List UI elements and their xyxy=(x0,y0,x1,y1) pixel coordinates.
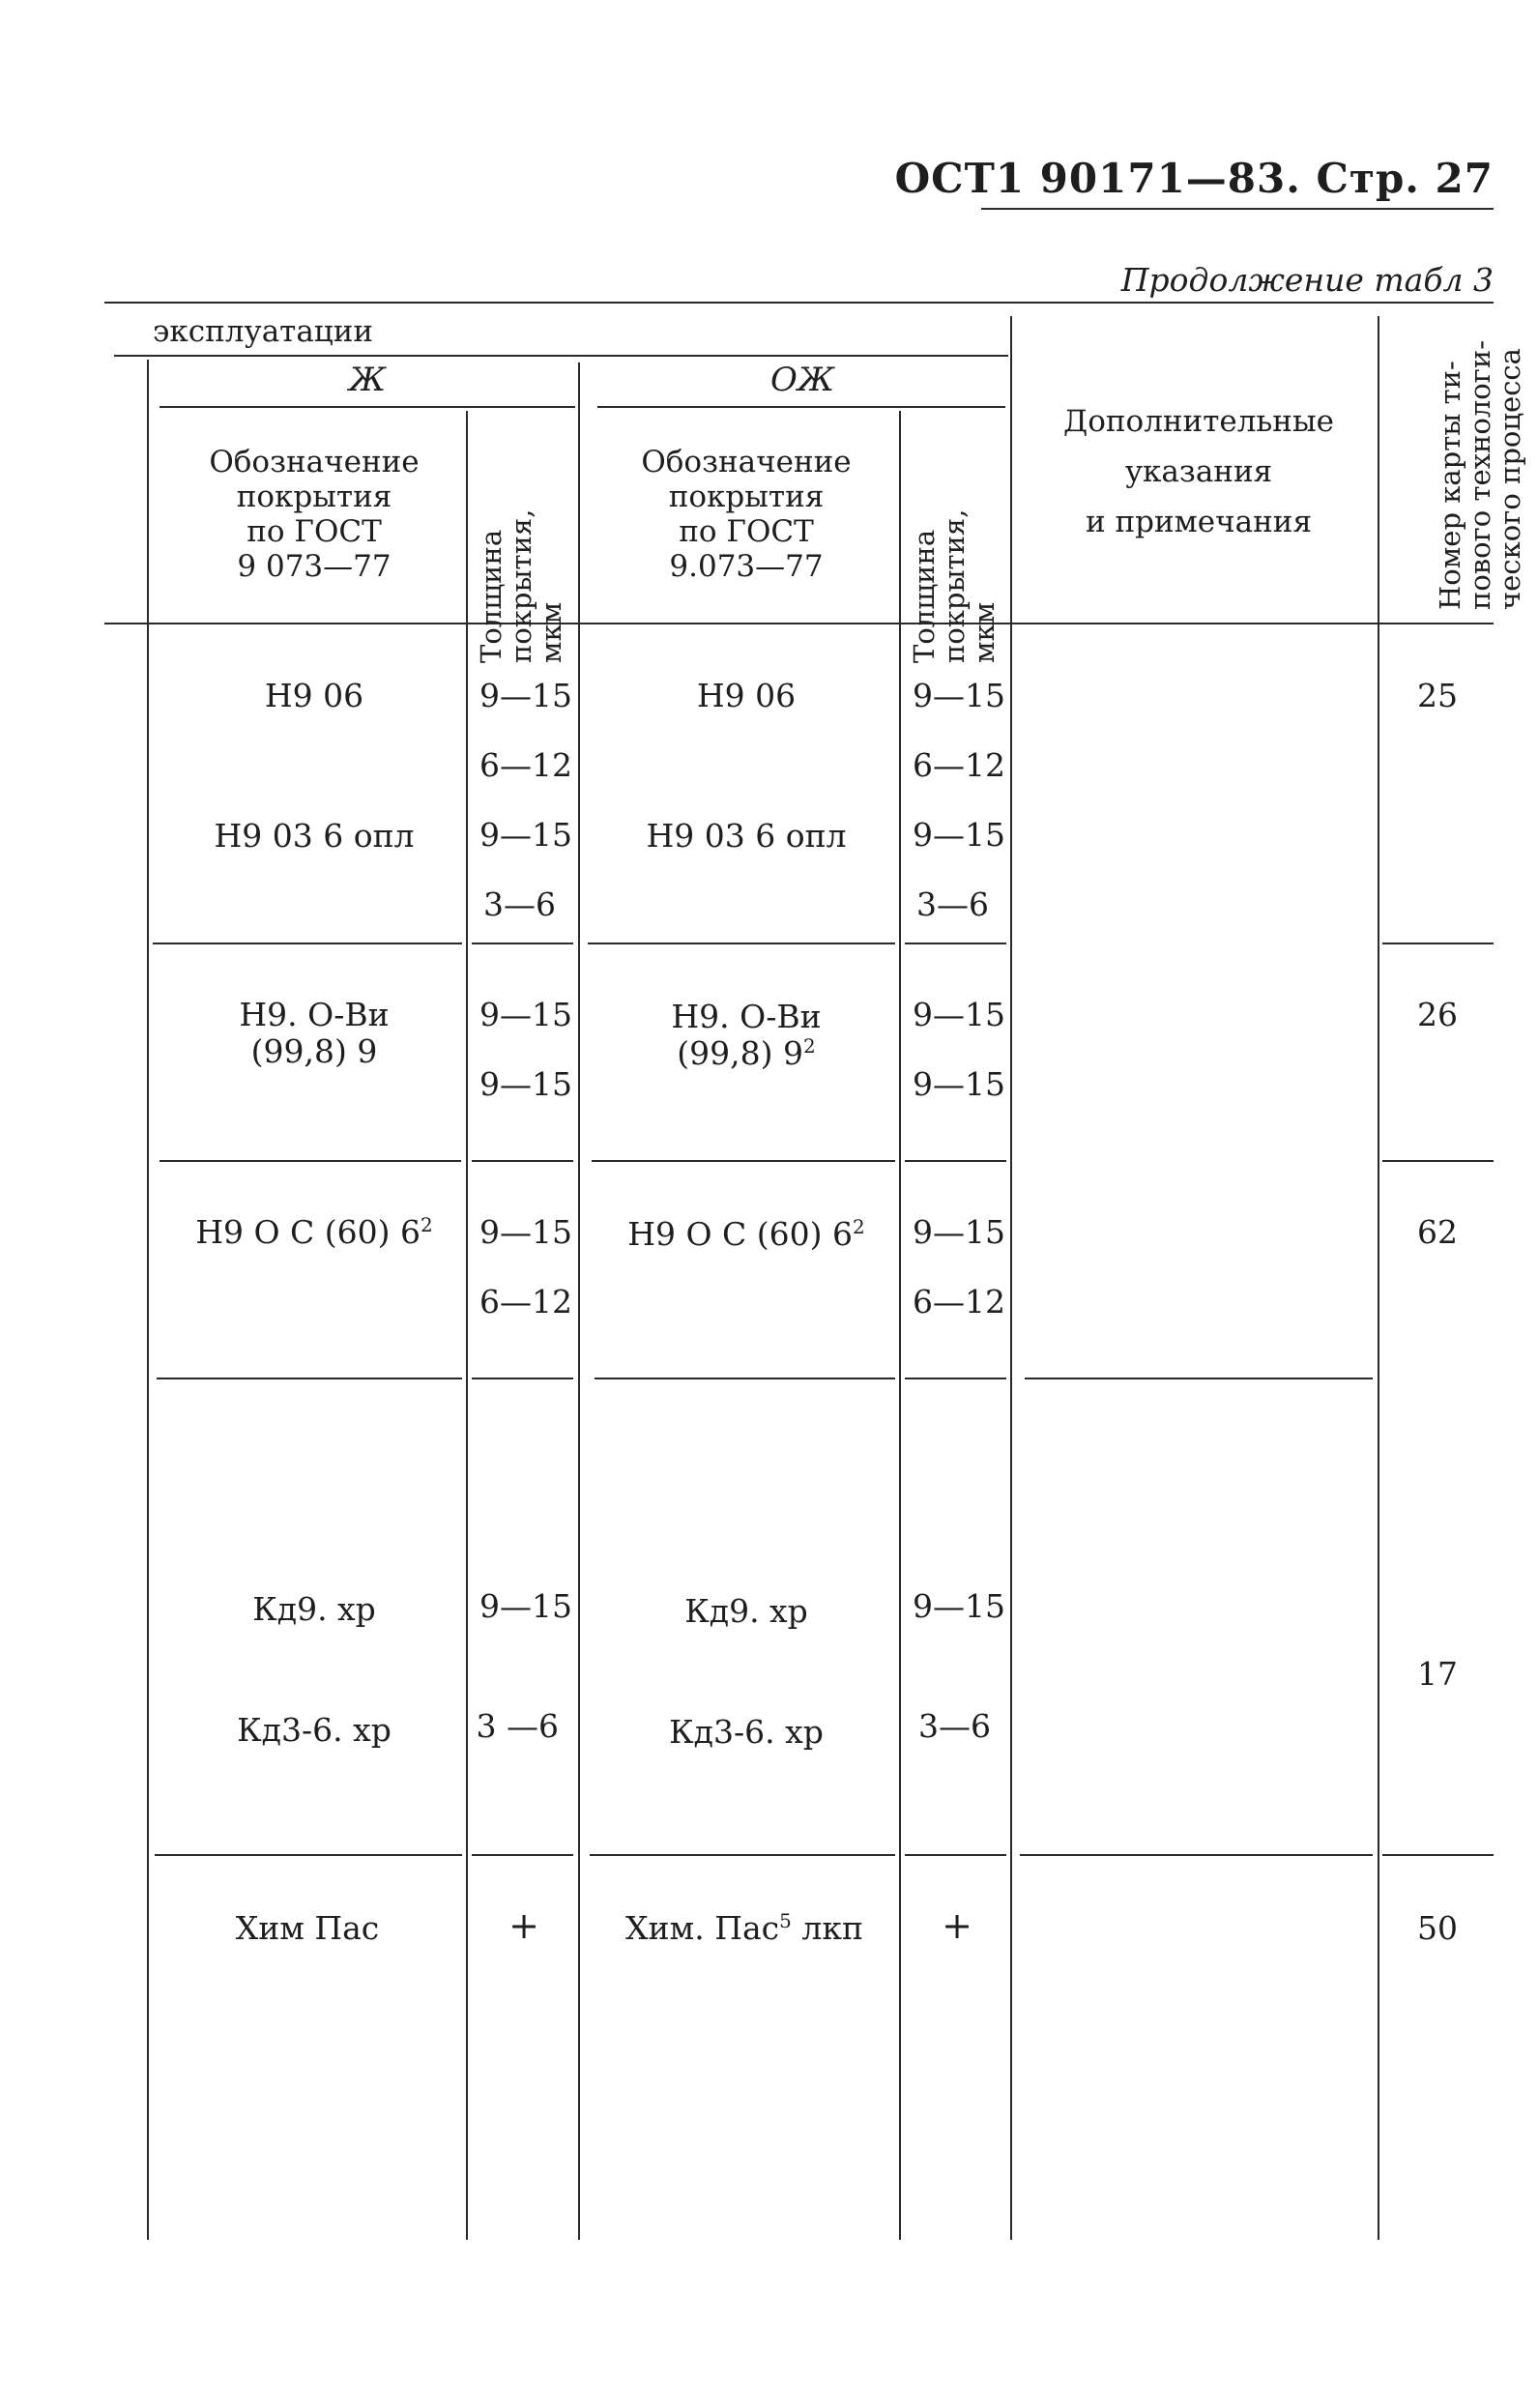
coating-designation: (99,8) 9 xyxy=(250,1032,378,1070)
coating-designation: Кд9. хр xyxy=(252,1590,376,1628)
coating-thickness: 9—15 xyxy=(479,677,572,714)
coating-designation: (99,8) $9^2$ xyxy=(677,1034,816,1072)
coating-thickness: 9—15 xyxy=(913,1065,1005,1103)
table-continuation-label: Продолжение табл 3 xyxy=(1120,261,1494,299)
coating-thickness: 9—15 xyxy=(479,1587,572,1625)
header-bottom-border xyxy=(104,623,1494,624)
ozh-underline xyxy=(597,406,1005,408)
coating-thickness: 9—15 xyxy=(479,816,572,854)
coating-thickness: + xyxy=(508,1904,539,1947)
coating-thickness: 9—15 xyxy=(479,1213,572,1251)
designation-ozh-header: Обозначение покрытия по ГОСТ 9.073—77 xyxy=(641,445,852,584)
notes-header: Дополнительные указания и примечания xyxy=(1063,404,1334,539)
coating-thickness: 3 —6 xyxy=(476,1707,559,1745)
coating-designation: Н9 06 xyxy=(264,677,364,714)
coating-thickness: 3—6 xyxy=(483,885,556,923)
coating-designation: Н9 06 xyxy=(696,677,797,714)
coating-thickness: 9—15 xyxy=(913,816,1005,854)
column-ozh-title: ОЖ xyxy=(769,361,835,399)
coating-designation: Н9 О С (60) $6^2$ xyxy=(627,1215,865,1253)
coating-thickness: + xyxy=(942,1904,972,1947)
coating-thickness: 9—15 xyxy=(913,1587,1005,1625)
col-line-zh-end xyxy=(578,363,580,2240)
coating-designation: Хим. Пас$^5$ лкп xyxy=(625,1909,863,1947)
coating-designation: Н9 03 6 опл xyxy=(214,817,415,855)
coating-thickness: 9—15 xyxy=(913,677,1005,714)
table-top-border xyxy=(104,302,1494,304)
col-line-zh-thickness xyxy=(466,411,468,2240)
thickness-zh-header: Толщина покрытия, мкм xyxy=(475,508,567,663)
card-number: 26 xyxy=(1417,996,1458,1033)
col-line-ozh-thickness xyxy=(899,411,901,2240)
coating-thickness: 3—6 xyxy=(916,885,989,923)
column-zh-title: Ж xyxy=(348,361,387,399)
coating-designation: Н9 03 6 опл xyxy=(646,817,847,855)
coating-designation: Н9. О-Ви xyxy=(671,998,822,1035)
col-line-left xyxy=(147,360,149,2240)
group-title: эксплуатации xyxy=(153,314,374,349)
zh-underline xyxy=(160,406,575,408)
card-number: 62 xyxy=(1417,1213,1458,1251)
coating-designation: Н9 О С (60) $6^2$ xyxy=(195,1213,433,1251)
coating-thickness: 9—15 xyxy=(479,1065,572,1103)
card-number: 17 xyxy=(1417,1655,1458,1693)
coating-designation: Н9. О-Ви xyxy=(239,996,390,1033)
card-number: 25 xyxy=(1417,677,1458,714)
coating-thickness: 6—12 xyxy=(479,746,572,784)
coating-thickness: 9—15 xyxy=(913,996,1005,1033)
group-underline xyxy=(114,355,1008,357)
card-number-header: Номер карты ти- пового технологи- ческого процесса xyxy=(1434,340,1526,610)
col-line-ozh-end xyxy=(1010,316,1012,2240)
coating-thickness: 6—12 xyxy=(913,746,1005,784)
coating-thickness: 9—15 xyxy=(479,996,572,1033)
header-underline xyxy=(981,208,1494,210)
designation-zh-header: Обозначение покрытия по ГОСТ 9 073—77 xyxy=(209,445,420,584)
coating-designation: Кд3-6. хр xyxy=(237,1711,392,1749)
document-reference: ОСТ1 90171—83. Стр. 27 xyxy=(894,155,1494,202)
coating-designation: Хим Пас xyxy=(235,1909,380,1947)
coating-thickness: 6—12 xyxy=(479,1283,572,1320)
coating-thickness: 9—15 xyxy=(913,1213,1005,1251)
thickness-ozh-header: Толщина покрытия, мкм xyxy=(908,508,1001,663)
coating-thickness: 3—6 xyxy=(918,1707,991,1745)
coating-thickness: 6—12 xyxy=(913,1283,1005,1320)
coating-designation: Кд3-6. хр xyxy=(669,1713,824,1751)
card-number: 50 xyxy=(1417,1909,1458,1947)
col-line-notes-end xyxy=(1378,316,1379,2240)
coating-designation: Кд9. хр xyxy=(684,1592,808,1630)
